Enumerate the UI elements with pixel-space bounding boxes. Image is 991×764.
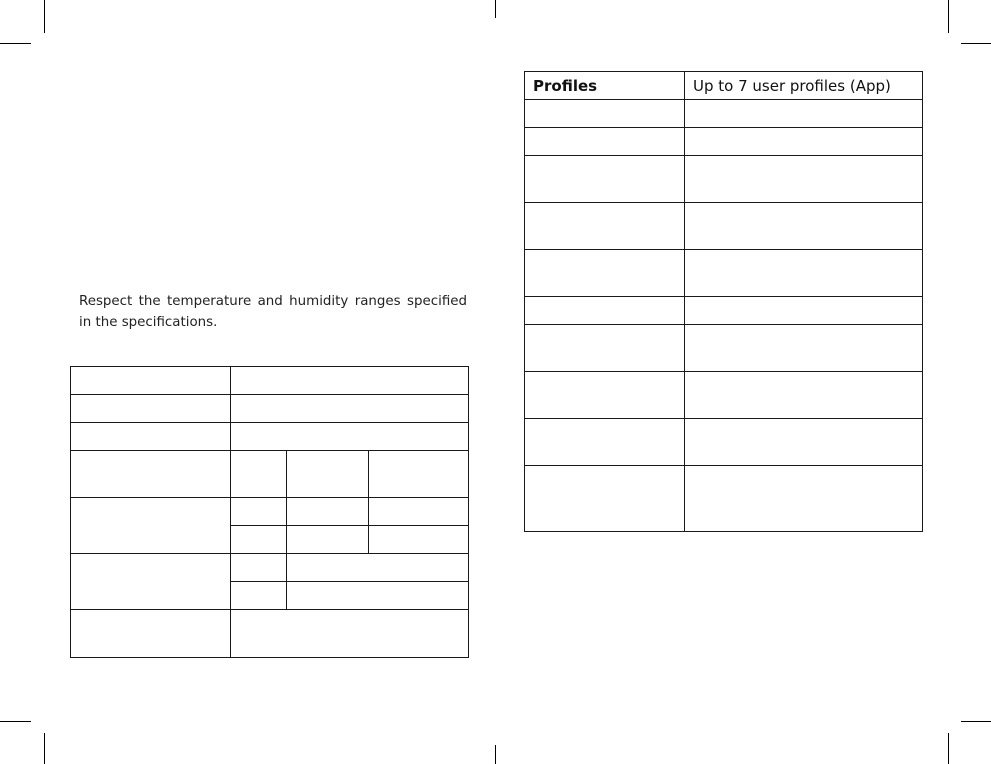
table-cell [369, 526, 469, 554]
table-cell [369, 451, 469, 498]
table-cell [685, 372, 923, 419]
table-row [525, 250, 923, 297]
table-cell [525, 128, 685, 156]
table-cell [231, 582, 287, 610]
table-cell [525, 156, 685, 203]
table-cell [685, 203, 923, 250]
table-row [525, 466, 923, 532]
profiles-label: Profiles [525, 72, 685, 100]
crop-mark [961, 721, 991, 722]
table-row [71, 423, 469, 451]
table-cell [525, 466, 685, 532]
table-cell [525, 203, 685, 250]
table-cell [369, 498, 469, 526]
table-cell [525, 325, 685, 372]
storage-note: Respect the temperature and humidity ranges specified in the specifications. [79, 294, 467, 330]
table-cell [685, 250, 923, 297]
table-cell [231, 498, 287, 526]
table-cell [231, 395, 469, 423]
profiles-value: Up to 7 user profiles (App) [685, 72, 923, 100]
table-cell [525, 372, 685, 419]
table-cell [525, 250, 685, 297]
table-cell [71, 610, 231, 658]
crop-mark [44, 733, 45, 764]
table-cell [231, 451, 287, 498]
table-cell [71, 423, 231, 451]
crop-mark [495, 0, 496, 18]
crop-mark [44, 0, 45, 33]
crop-mark [948, 0, 949, 33]
table-cell [685, 156, 923, 203]
table-row [525, 325, 923, 372]
table-row [71, 451, 469, 498]
table-cell [685, 419, 923, 466]
table-row [71, 554, 469, 582]
table-row [71, 498, 469, 526]
table-cell [685, 297, 923, 325]
table-cell [525, 100, 685, 128]
table-cell [287, 498, 369, 526]
table-cell [231, 554, 287, 582]
table-cell [71, 554, 231, 610]
table-cell [231, 610, 469, 658]
table-row [525, 419, 923, 466]
table-cell [287, 554, 469, 582]
table-row [525, 72, 923, 100]
crop-mark [0, 43, 31, 44]
table-cell [71, 367, 231, 395]
right-spec-table [524, 71, 923, 532]
table-cell [525, 297, 685, 325]
table-row [525, 128, 923, 156]
crop-mark [495, 745, 496, 764]
table-cell [685, 466, 923, 532]
table-row [525, 100, 923, 128]
table-cell [231, 526, 287, 554]
table-cell [231, 423, 469, 451]
table-row [525, 372, 923, 419]
crop-mark [961, 43, 991, 44]
table-row [71, 367, 469, 395]
table-cell [71, 395, 231, 423]
table-cell [287, 582, 469, 610]
table-cell [71, 498, 231, 554]
table-cell [71, 451, 231, 498]
table-cell [525, 419, 685, 466]
table-cell [231, 367, 469, 395]
left-spec-table [70, 366, 469, 658]
table-row [525, 203, 923, 250]
table-row [71, 395, 469, 423]
table-cell [685, 100, 923, 128]
table-row [71, 610, 469, 658]
table-cell [287, 451, 369, 498]
crop-mark [0, 721, 31, 722]
table-row [525, 297, 923, 325]
table-cell [685, 325, 923, 372]
crop-mark [948, 733, 949, 764]
table-row [525, 156, 923, 203]
table-cell [287, 526, 369, 554]
table-cell [685, 128, 923, 156]
